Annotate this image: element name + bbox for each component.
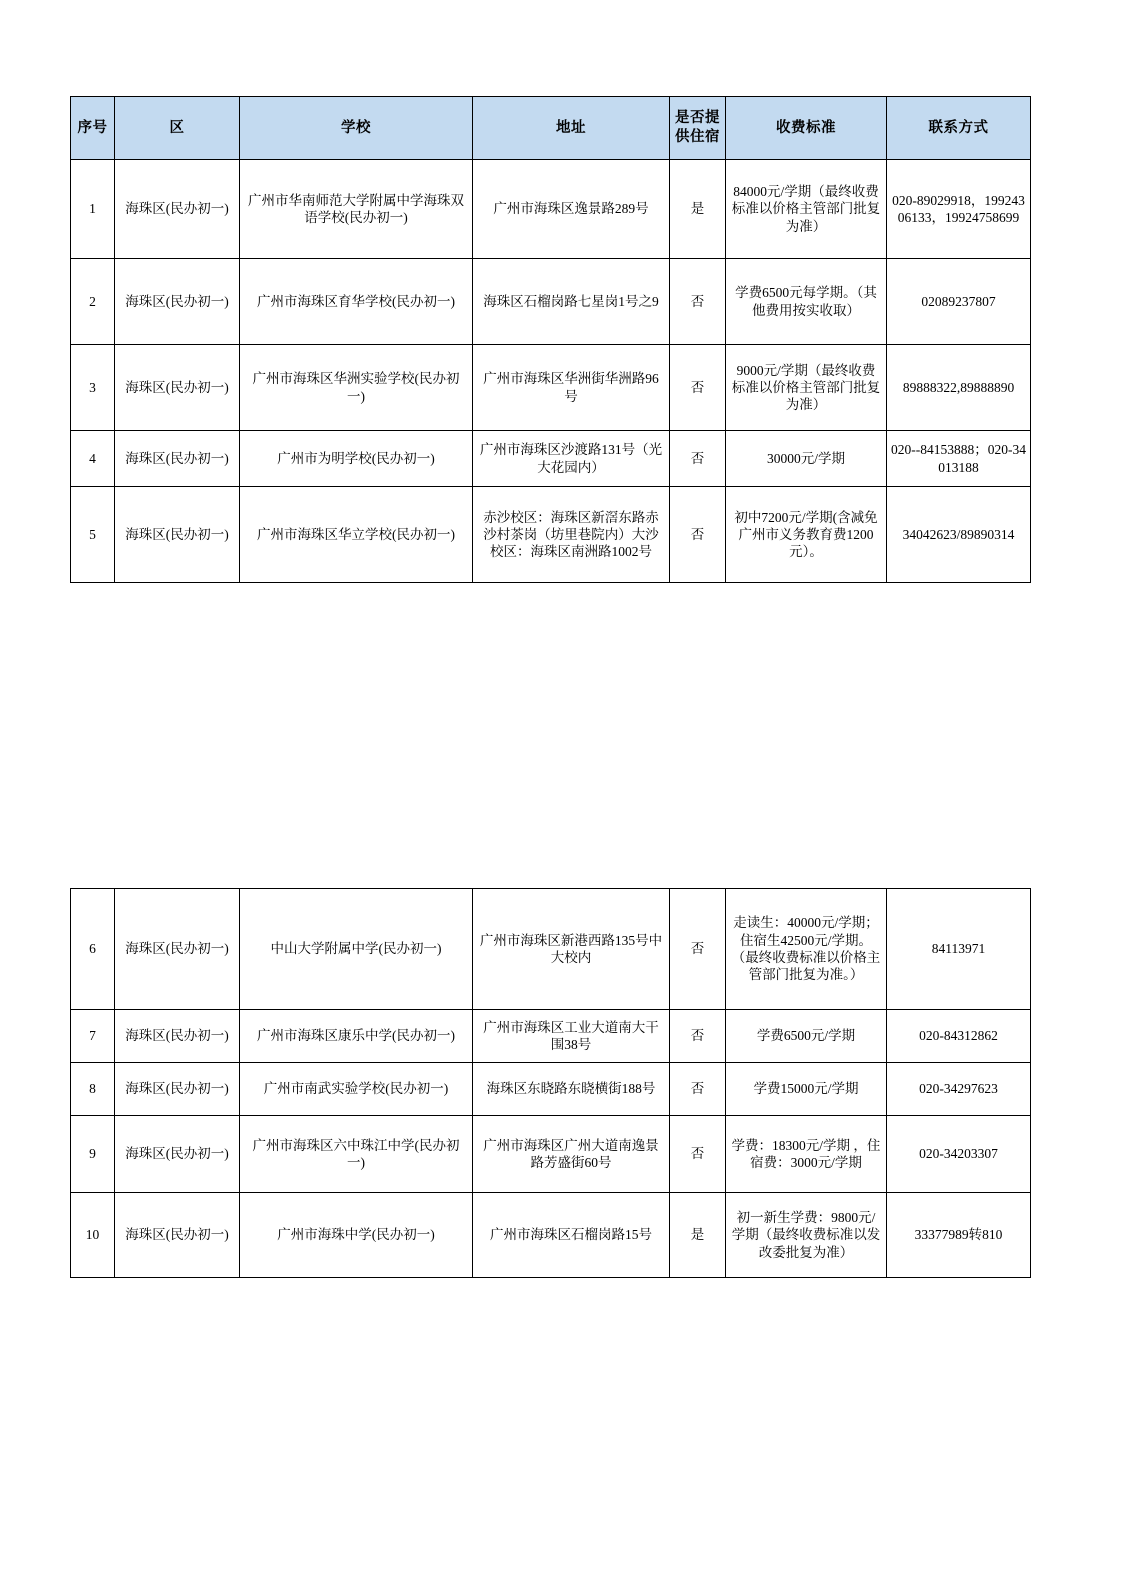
cell-address: 广州市海珠区新港西路135号中大校内 bbox=[473, 889, 670, 1010]
cell-district: 海珠区(民办初一) bbox=[115, 889, 240, 1010]
cell-boarding: 否 bbox=[670, 1010, 726, 1063]
cell-address: 广州市海珠区华洲街华洲路96号 bbox=[473, 345, 670, 431]
column-header-index: 序号 bbox=[71, 97, 115, 160]
cell-boarding: 否 bbox=[670, 259, 726, 345]
cell-school: 广州市海珠区康乐中学(民办初一) bbox=[240, 1010, 473, 1063]
cell-fee: 初一新生学费：9800元/学期（最终收费标准以发改委批复为准） bbox=[726, 1193, 887, 1278]
table-row bbox=[71, 487, 1031, 583]
cell-school: 广州市海珠区华立学校(民办初一) bbox=[240, 487, 473, 583]
cell-contact: 020-84312862 bbox=[887, 1010, 1031, 1063]
cell-school: 广州市海珠区六中珠江中学(民办初一) bbox=[240, 1116, 473, 1193]
column-header-address: 地址 bbox=[473, 97, 670, 160]
cell-boarding: 否 bbox=[670, 1116, 726, 1193]
cell-index: 7 bbox=[71, 1010, 115, 1063]
cell-district: 海珠区(民办初一) bbox=[115, 345, 240, 431]
cell-boarding: 是 bbox=[670, 1193, 726, 1278]
column-header-school: 学校 bbox=[240, 97, 473, 160]
cell-address: 广州市海珠区沙渡路131号（光大花园内） bbox=[473, 431, 670, 487]
column-header-contact: 联系方式 bbox=[887, 97, 1031, 160]
cell-district: 海珠区(民办初一) bbox=[115, 1116, 240, 1193]
cell-school: 广州市华南师范大学附属中学海珠双语学校(民办初一) bbox=[240, 160, 473, 259]
cell-index: 6 bbox=[71, 889, 115, 1010]
cell-index: 10 bbox=[71, 1193, 115, 1278]
cell-contact: 84113971 bbox=[887, 889, 1031, 1010]
table-row bbox=[71, 1010, 1031, 1063]
cell-contact: 33377989转810 bbox=[887, 1193, 1031, 1278]
cell-contact: 020--84153888；020-34013188 bbox=[887, 431, 1031, 487]
school-fee-table bbox=[70, 96, 1031, 583]
header-row bbox=[71, 97, 1031, 160]
cell-index: 1 bbox=[71, 160, 115, 259]
cell-contact: 020-34203307 bbox=[887, 1116, 1031, 1193]
school-table-part-2 bbox=[70, 888, 1028, 1278]
table-row bbox=[71, 1116, 1031, 1193]
cell-fee: 84000元/学期（最终收费标准以价格主管部门批复为准） bbox=[726, 160, 887, 259]
cell-district: 海珠区(民办初一) bbox=[115, 160, 240, 259]
cell-school: 广州市海珠区育华学校(民办初一) bbox=[240, 259, 473, 345]
cell-index: 8 bbox=[71, 1063, 115, 1116]
cell-index: 3 bbox=[71, 345, 115, 431]
cell-school: 广州市海珠中学(民办初一) bbox=[240, 1193, 473, 1278]
cell-contact: 020-89029918，19924306133，19924758699 bbox=[887, 160, 1031, 259]
cell-index: 4 bbox=[71, 431, 115, 487]
cell-fee: 学费15000元/学期 bbox=[726, 1063, 887, 1116]
cell-boarding: 否 bbox=[670, 487, 726, 583]
table-row bbox=[71, 889, 1031, 1010]
column-header-boarding: 是否提供住宿 bbox=[670, 97, 726, 160]
table-body-part-2 bbox=[71, 889, 1031, 1278]
school-fee-table-continued bbox=[70, 888, 1031, 1278]
table-body-part-1 bbox=[71, 160, 1031, 583]
cell-boarding: 否 bbox=[670, 431, 726, 487]
cell-index: 2 bbox=[71, 259, 115, 345]
cell-contact: 89888322,89888890 bbox=[887, 345, 1031, 431]
cell-contact: 02089237807 bbox=[887, 259, 1031, 345]
cell-fee: 30000元/学期 bbox=[726, 431, 887, 487]
cell-contact: 34042623/89890314 bbox=[887, 487, 1031, 583]
cell-index: 9 bbox=[71, 1116, 115, 1193]
cell-district: 海珠区(民办初一) bbox=[115, 431, 240, 487]
cell-school: 广州市为明学校(民办初一) bbox=[240, 431, 473, 487]
cell-school: 广州市海珠区华洲实验学校(民办初一) bbox=[240, 345, 473, 431]
cell-address: 广州市海珠区石榴岗路15号 bbox=[473, 1193, 670, 1278]
table-row bbox=[71, 345, 1031, 431]
table-header bbox=[71, 97, 1031, 160]
cell-fee: 学费6500元/学期 bbox=[726, 1010, 887, 1063]
cell-fee: 学费6500元每学期。（其他费用按实收取） bbox=[726, 259, 887, 345]
cell-address: 海珠区东晓路东晓横街188号 bbox=[473, 1063, 670, 1116]
table-row bbox=[71, 160, 1031, 259]
cell-district: 海珠区(民办初一) bbox=[115, 487, 240, 583]
cell-district: 海珠区(民办初一) bbox=[115, 1063, 240, 1116]
cell-district: 海珠区(民办初一) bbox=[115, 259, 240, 345]
cell-address: 广州市海珠区广州大道南逸景路芳盛街60号 bbox=[473, 1116, 670, 1193]
cell-address: 赤沙校区：海珠区新滘东路赤沙村茶岗（坊里巷院内）大沙校区：海珠区南洲路1002号 bbox=[473, 487, 670, 583]
cell-fee: 9000元/学期（最终收费标准以价格主管部门批复为准） bbox=[726, 345, 887, 431]
cell-boarding: 否 bbox=[670, 1063, 726, 1116]
cell-index: 5 bbox=[71, 487, 115, 583]
cell-address: 广州市海珠区逸景路289号 bbox=[473, 160, 670, 259]
column-header-fee: 收费标准 bbox=[726, 97, 887, 160]
cell-district: 海珠区(民办初一) bbox=[115, 1010, 240, 1063]
cell-school: 中山大学附属中学(民办初一) bbox=[240, 889, 473, 1010]
cell-boarding: 否 bbox=[670, 345, 726, 431]
cell-school: 广州市南武实验学校(民办初一) bbox=[240, 1063, 473, 1116]
table-row bbox=[71, 431, 1031, 487]
cell-address: 广州市海珠区工业大道南大干围38号 bbox=[473, 1010, 670, 1063]
cell-fee: 初中7200元/学期(含减免广州市义务教育费1200元）。 bbox=[726, 487, 887, 583]
cell-fee: 学费：18300元/学期 ，住宿费：3000元/学期 bbox=[726, 1116, 887, 1193]
cell-address: 海珠区石榴岗路七星岗1号之9 bbox=[473, 259, 670, 345]
school-table-part-1 bbox=[70, 96, 1028, 583]
table-row bbox=[71, 1063, 1031, 1116]
column-header-district: 区 bbox=[115, 97, 240, 160]
cell-boarding: 否 bbox=[670, 889, 726, 1010]
cell-district: 海珠区(民办初一) bbox=[115, 1193, 240, 1278]
cell-fee: 走读生：40000元/学期；住宿生42500元/学期。（最终收费标准以价格主管部门批复为准。） bbox=[726, 889, 887, 1010]
cell-boarding: 是 bbox=[670, 160, 726, 259]
table-row bbox=[71, 259, 1031, 345]
table-row bbox=[71, 1193, 1031, 1278]
cell-contact: 020-34297623 bbox=[887, 1063, 1031, 1116]
